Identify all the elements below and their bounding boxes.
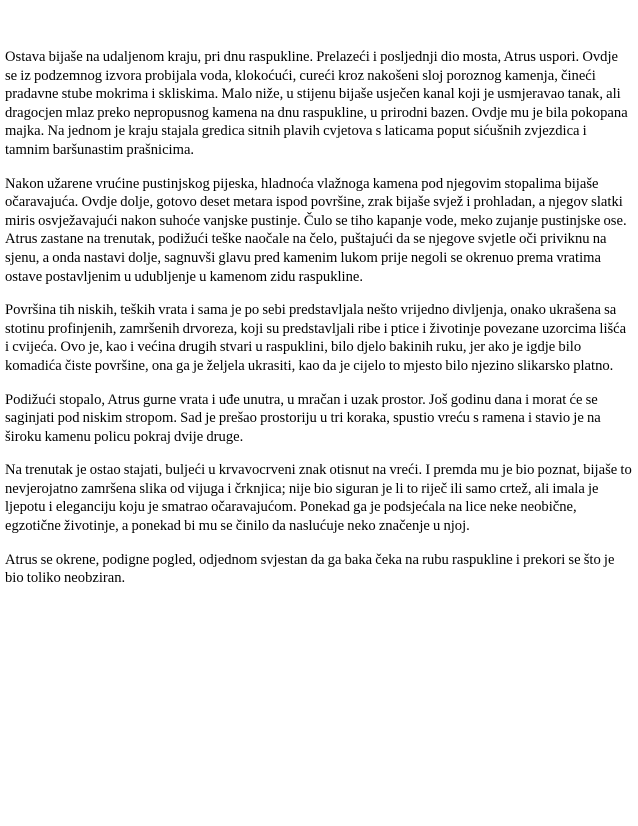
paragraph-5: Na trenutak je ostao stajati, buljeći u krvavocrveni znak otisnut na vreći. I premda mu je bio poznat, bijaše to nevjerojatno zamršena slika od vijuga i črknjica; nije bio siguran je li to riječ ili samo crtež, ali imala je ljepotu i eleganciju koju je smatrao očaravajućom. Ponekad ga je podsjećala na lice neke neobične, egzotične životinje, a ponekad bi mu se činilo da naslućuje neko značenje u njoj. <box>5 462 632 535</box>
paragraph-2: Nakon užarene vrućine pustinjskog pijeska, hladnoća vlažnoga kamena pod njegovim stopalima bijaše očaravajuća. Ovdje dolje, gotovo deset metara ispod površine, zrak bijaše svjež i prohladan, a njegov slatki miris osvježavajući nakon suhoće vanjske pustinje. Čulo se tiho kapanje vode, meko zujanje pustinjske ose. Atrus zastane na trenutak, podižući teške naočale na čelo, puštajući da se njegove svjetle oči priviknu na sjenu, a onda nastavi dolje, sagnuvši glavu pred kamenim lukom prije negoli se okrenuo prema vratima ostave postavljenim u udubljenje u kamenom zidu raspukline. <box>5 175 627 285</box>
paragraph-4: Podižući stopalo, Atrus gurne vrata i uđe unutra, u mračan i uzak prostor. Još godinu dana i morat će se saginjati pod niskim stropom. Sad je prešao prostoriju u tri koraka, spustio vreću s ramena i stavio je na široku kamenu policu pokraj dvije druge. <box>5 391 601 445</box>
paragraph-6: Atrus se okrene, podigne pogled, odjednom svjestan da ga baka čeka na rubu raspukline i prekori se što je bio toliko neobziran. <box>5 551 615 587</box>
paragraph-3: Površina tih niskih, teških vrata i sama je po sebi predstavljala nešto vrijedno divljenja, onako ukrašena sa stotinu profinjenih, zamršenih drvoreza, koji su predstavljali ribe i ptice i životinje povezane uzorcima lišća i cvijeća. Ovo je, kao i većina drugih stvari u raspuklini, bilo djelo bakinih ruku, jer ako je igdje bilo komadića čiste površine, ona ga je željela ukrasiti, kao da je cijelo to mjesto bilo njezino slikarsko platno. <box>5 302 627 374</box>
paragraph-1: Ostava bijaše na udaljenom kraju, pri dnu raspukline. Prelazeći i posljednji dio mosta, Atrus uspori. Ovdje se iz podzemnog izvora probijala voda, klokoćući, cureći kroz nakošeni sloj poroznog kamenja, čineći pradavne stube mokrima i skliskima. Malo niže, u stijenu bijaše usječen kanal koji je usmjeravao tanak, ali dragocjen mlaz preko nepropusnog kamena na dnu raspukline, u prirodni bazen. Ovdje mu je bila pokopana majka. Na jednom je kraju stajala gredica sitnih plavih cvjetova s laticama poput sićušnih zvjezdica i tamnim baršunastim prašnicima. <box>5 49 628 158</box>
document-page <box>5 48 633 603</box>
